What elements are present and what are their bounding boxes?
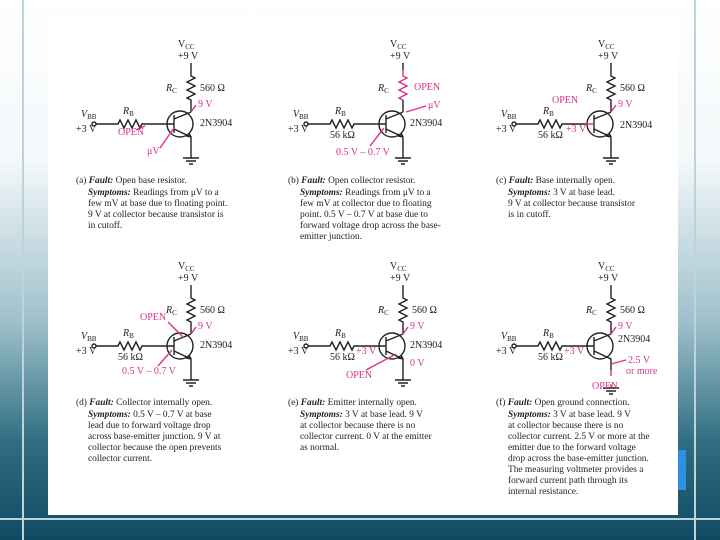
annotation-pointers: [136, 105, 196, 148]
annotation-collector-voltage: 9 V: [198, 321, 213, 332]
transistor-leads: [594, 334, 611, 370]
svg-text:(b) Fault: Open collector resi: (b) Fault: Open collector resistor.: [288, 176, 416, 186]
vcc-label: $V_{CC}$: [598, 261, 615, 273]
rc-label: $R_C$: [166, 305, 177, 317]
rb-label: $R_B$: [543, 328, 554, 340]
circuit-d: [76, 261, 232, 386]
transistor-leads: [174, 334, 191, 380]
transistor-part-number: 2N3904: [410, 340, 443, 351]
rc-value: 560 Ω: [412, 305, 437, 316]
circuit-e: [288, 261, 442, 386]
transistor-part-number: 2N3904: [410, 118, 443, 129]
annotation-base-voltage: +3 V: [566, 124, 587, 135]
vcc-label: $V_{CC}$: [178, 261, 195, 273]
slide-frame-left-line: [22, 0, 24, 540]
ground-symbol: [603, 158, 619, 164]
vcc-label: $V_{CC}$: [598, 39, 615, 51]
svg-text:Symptoms: Readings from μV to: Symptoms: Readings from μV to a: [88, 188, 219, 198]
svg-text:Symptoms: 3 V at base lead. 9: Symptoms: 3 V at base lead. 9 V: [508, 410, 631, 420]
annotation-base-voltage: +3 V: [356, 346, 377, 357]
svg-text:(f) Fault: Open ground connect: (f) Fault: Open ground connection.: [496, 398, 630, 408]
ground-symbol: [395, 380, 411, 386]
annotation-collector-voltage: 9 V: [410, 321, 425, 332]
rc-resistor: [399, 285, 407, 334]
circuit-b: [288, 39, 442, 164]
ground-symbol: [395, 158, 411, 164]
annotation-collector-voltage: 9 V: [618, 99, 633, 110]
vcc-value: +9 V: [598, 51, 619, 62]
rb-value: 56 kΩ: [538, 352, 563, 363]
svg-text:collector current. 0 V at the: collector current. 0 V at the emitter: [300, 432, 432, 442]
caption-a: [76, 175, 227, 231]
rc-resistor-open: [399, 70, 407, 100]
svg-text:(e) Fault: Emitter internally: (e) Fault: Emitter internally open.: [288, 398, 417, 408]
transistor-part-number: 2N3904: [618, 334, 651, 345]
vbb-label: $V_{BB}$: [81, 331, 97, 343]
rc-label: $R_C$: [586, 83, 597, 95]
rb-label: $R_B$: [335, 328, 346, 340]
svg-text:drop across the base-emitter j: drop across the base-emitter junction.: [508, 454, 649, 464]
rc-value: 560 Ω: [620, 305, 645, 316]
rb-resistor: [308, 120, 386, 128]
vcc-label: $V_{CC}$: [390, 39, 407, 51]
svg-text:collector current.: collector current.: [88, 454, 153, 464]
caption-e: [288, 397, 433, 453]
rc-resistor: [187, 63, 195, 112]
rc-label: $R_C$: [586, 305, 597, 317]
rb-label: $R_B$: [335, 106, 346, 118]
svg-text:collector because the open pre: collector because the open prevents: [88, 443, 222, 453]
annotation-base-voltage: μV: [147, 146, 160, 157]
circuit-c: [496, 39, 652, 164]
vcc-value: +9 V: [178, 51, 199, 62]
vcc-value: +9 V: [390, 273, 411, 284]
diagram-panel: [48, 18, 678, 515]
vbb-value: +3 V: [288, 124, 309, 135]
svg-text:(a) Fault: Open base resistor.: (a) Fault: Open base resistor.: [76, 176, 187, 186]
rc-value: 560 Ω: [200, 83, 225, 94]
caption-c: [496, 175, 636, 220]
svg-text:forward current path through i: forward current path through its: [508, 476, 628, 486]
rb-label: $R_B$: [123, 106, 134, 118]
vbb-label: $V_{BB}$: [293, 331, 309, 343]
svg-text:Symptoms: Readings from μV to: Symptoms: Readings from μV to a: [300, 188, 431, 198]
vbb-label: $V_{BB}$: [293, 109, 309, 121]
vcc-value: +9 V: [598, 273, 619, 284]
slide-frame-bottom-line: [0, 518, 720, 520]
transistor-leads: [174, 112, 191, 158]
vbb-value: +3 V: [76, 124, 97, 135]
annotation-base-voltage: 0.5 V – 0.7 V: [122, 366, 176, 377]
transistor-part-number: 2N3904: [200, 340, 233, 351]
slide-frame-right-line: [694, 0, 696, 540]
svg-text:Symptoms: 0.5 V – 0.7 V at bas: Symptoms: 0.5 V – 0.7 V at base: [88, 410, 212, 420]
ground-symbol: [183, 380, 199, 386]
rb-value: 56 kΩ: [330, 130, 355, 141]
svg-text:lead due to forward voltage dr: lead due to forward voltage drop: [88, 421, 211, 431]
circuit-f: [496, 261, 658, 394]
annotation-emitter-voltage: 2.5 V: [628, 355, 651, 366]
svg-text:as normal.: as normal.: [300, 443, 340, 453]
rb-resistor: [96, 342, 174, 350]
svg-text:Symptoms: 3 V at base lead. 9: Symptoms: 3 V at base lead. 9 V: [300, 410, 423, 420]
vbb-value: +3 V: [288, 346, 309, 357]
annotation-open: OPEN: [346, 370, 373, 381]
svg-text:collector current. 2.5 V or mo: collector current. 2.5 V or more at the: [508, 432, 650, 442]
svg-text:(d) Fault: Collector internall: (d) Fault: Collector internally open.: [76, 398, 213, 408]
transistor-leads: [386, 334, 403, 380]
annotation-or-more: or more: [626, 366, 658, 377]
svg-text:internal resistance.: internal resistance.: [508, 487, 579, 497]
rc-label: $R_C$: [166, 83, 177, 95]
svg-text:across base-emitter junction.: across base-emitter junction. 9 V at: [88, 432, 221, 442]
vbb-value: +3 V: [76, 346, 97, 357]
svg-text:in cutoff.: in cutoff.: [88, 221, 123, 231]
vcc-label: $V_{CC}$: [178, 39, 195, 51]
vbb-value: +3 V: [496, 346, 517, 357]
vcc-value: +9 V: [390, 51, 411, 62]
transistor-leads: [594, 112, 611, 158]
caption-d: [76, 397, 222, 464]
rb-value: 56 kΩ: [330, 352, 355, 363]
rc-resistor: [187, 285, 195, 334]
vcc-label: $V_{CC}$: [390, 261, 407, 273]
rb-label: $R_B$: [123, 328, 134, 340]
rc-label: $R_C$: [378, 305, 389, 317]
svg-text:at collector because there is: at collector because there is no: [300, 421, 416, 431]
vbb-label: $V_{BB}$: [501, 109, 517, 121]
vbb-label: $V_{BB}$: [501, 331, 517, 343]
annotation-open: OPEN: [552, 95, 579, 106]
rc-resistor: [607, 63, 615, 112]
svg-text:at collector because there is: at collector because there is no: [508, 421, 624, 431]
transistor-part-number: 2N3904: [200, 118, 233, 129]
rc-value: 560 Ω: [200, 305, 225, 316]
svg-text:The measuring voltmeter provid: The measuring voltmeter provides a: [508, 465, 644, 475]
caption-b: [288, 175, 441, 242]
rb-value: 56 kΩ: [538, 130, 563, 141]
vbb-value: +3 V: [496, 124, 517, 135]
rb-value: 56 kΩ: [118, 352, 143, 363]
annotation-open: OPEN: [118, 127, 145, 138]
annotation-base-voltage: 0.5 V – 0.7 V: [336, 147, 390, 158]
svg-text:forward voltage drop across th: forward voltage drop across the base-: [300, 221, 441, 231]
svg-text:Symptoms: 3 V at base lead.: Symptoms: 3 V at base lead.: [508, 188, 615, 198]
annotation-collector-voltage: μV: [428, 100, 441, 111]
annotation-emitter-voltage: 0 V: [410, 358, 425, 369]
rc-label: $R_C$: [378, 83, 389, 95]
vbb-label: $V_{BB}$: [81, 109, 97, 121]
rc-value: 560 Ω: [620, 83, 645, 94]
svg-text:emitter due to the forward vol: emitter due to the forward voltage: [508, 443, 636, 453]
svg-text:9 V at collector because trans: 9 V at collector because transistor: [508, 199, 635, 209]
annotation-open: OPEN: [592, 381, 619, 392]
rc-resistor: [607, 285, 615, 334]
svg-text:(c) Fault: Base internally ope: (c) Fault: Base internally open.: [496, 176, 615, 186]
annotation-open: OPEN: [140, 312, 167, 323]
svg-text:is in cutoff.: is in cutoff.: [508, 210, 551, 220]
svg-text:few mV at collector due to flo: few mV at collector due to floating: [300, 199, 432, 209]
caption-f: [496, 397, 650, 497]
svg-text:emitter junction.: emitter junction.: [300, 232, 362, 242]
annotation-base-voltage: +3 V: [564, 346, 585, 357]
svg-text:9 V at collector because trans: 9 V at collector because transistor is: [88, 210, 224, 220]
circuit-a: [76, 39, 232, 164]
transistor-part-number: 2N3904: [620, 120, 653, 131]
svg-text:point. 0.5 V – 0.7 V at base d: point. 0.5 V – 0.7 V at base due to: [300, 210, 428, 220]
annotation-collector-voltage: 9 V: [198, 99, 213, 110]
rb-label: $R_B$: [543, 106, 554, 118]
annotation-collector-voltage: 9 V: [618, 321, 633, 332]
svg-text:few mV at base due to floating: few mV at base due to floating point.: [88, 199, 228, 209]
transistor-fault-diagram: [48, 18, 678, 515]
vcc-value: +9 V: [178, 273, 199, 284]
annotation-open: OPEN: [414, 82, 441, 93]
ground-symbol: [183, 158, 199, 164]
